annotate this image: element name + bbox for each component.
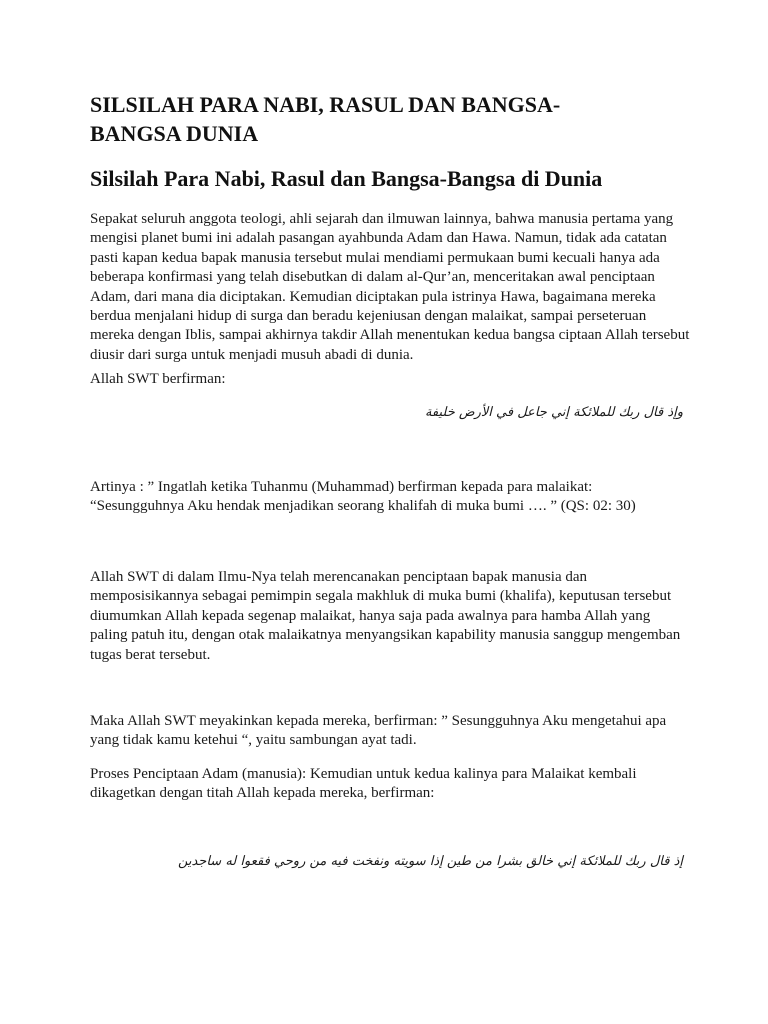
document-title: SILSILAH PARA NABI, RASUL DAN BANGSA-BANGSA DUNIA bbox=[90, 92, 561, 146]
arabic-verse-1: وإذ قال ربك للملائكة إني جاعل في الأرض خليفة bbox=[424, 405, 683, 420]
paragraph-maka: Maka Allah SWT meyakinkan kepada mereka, berfirman: ” Sesungguhnya Aku mengetahui apa yang tidak kamu ketehui “, yaitu sambungan ayat tadi. bbox=[90, 713, 667, 749]
paragraph-allah-berfirman: Allah SWT berfirman: bbox=[90, 371, 226, 387]
paragraph-intro: Sepakat seluruh anggota teologi, ahli sejarah dan ilmuwan lainnya, bahwa manusia pertama yang mengisi planet bumi ini adalah pasangan ayahbunda Adam dan Hawa. Namun, tidak ada catatan pasti kapan kedua bapak manusia tersebut mulai mendiami permukaan bumi kecuali hanya ada beberapa konfirmasi yang telah disebutkan di dalam al-Qur’an, menceritakan awal penciptaan Adam, dari mana dia diciptakan. Kemudian diciptakan pula istrinya Hawa, bagaimana mereka berdua menjalani hidup di surga dan beradu kejeniusan dengan malaikat, sampai perseteruan mereka dengan Iblis, sampai akhirnya takdir Allah menentukan kedua bangsa ciptaan Allah tersebut diusir dari surga untuk menjadi musuh abadi di dunia. bbox=[90, 211, 690, 363]
paragraph-ilmu: Allah SWT di dalam Ilmu-Nya telah merencanakan penciptaan bapak manusia dan memposisikannya sebagai pemimpin segala makhluk di muka bumi (khalifa), keputusan tersebut diumumkan Allah kepada segenap malaikat, hanya saja pada awalnya para hamba Allah yang paling patuh itu, dengan otak malaikatnya menyangsikan kapability manusia sanggup mengemban tugas berat tersebut. bbox=[90, 569, 681, 663]
arabic-verse-2: إذ قال ربك للملائكة إني خالق بشرا من طين إذا سويته ونفخت فيه من روحي فقعوا له ساجدين bbox=[177, 854, 683, 869]
paragraph-proses: Proses Penciptaan Adam (manusia): Kemudian untuk kedua kalinya para Malaikat kembali dikagetkan dengan titah Allah kepada mereka, berfirman: bbox=[90, 766, 637, 802]
document-subtitle: Silsilah Para Nabi, Rasul dan Bangsa-Bangsa di Dunia bbox=[90, 166, 603, 191]
paragraph-artinya: Artinya : ” Ingatlah ketika Tuhanmu (Muhammad) berfirman kepada para malaikat: “Sesungguhnya Aku hendak menjadikan seorang khalifah di muka bumi …. ” (QS: 02: 30) bbox=[90, 479, 636, 515]
